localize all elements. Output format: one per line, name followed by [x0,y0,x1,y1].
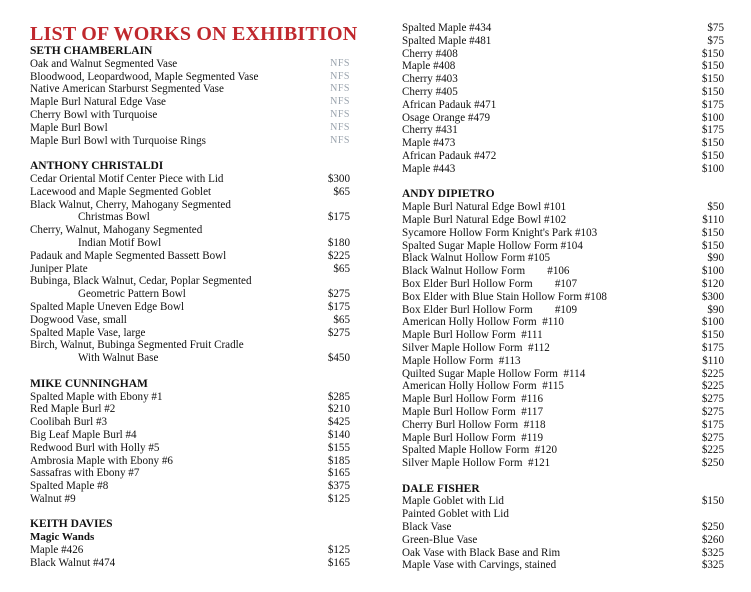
work-item [30,237,360,250]
work-price: $90 [707,252,724,265]
work-item [30,58,360,71]
work-price: $150 [701,239,724,252]
work-item [30,301,360,314]
work-title: Christmas Bowl [78,211,150,224]
work-price: $275 [701,393,724,406]
work-item [402,419,724,432]
work-title: Green-Blue Vase [402,533,478,546]
work-title: Spalted Maple Vase, large [30,326,146,339]
work-price: $175 [701,341,724,354]
work-price: $150 [701,226,724,239]
work-item [30,403,360,416]
work-price: NFS [330,96,350,108]
artist-section-anthony-christaldi [30,160,360,365]
work-item [402,48,724,61]
work-price: $150 [701,137,724,150]
work-price: $175 [327,300,350,313]
work-item [30,71,360,84]
work-title: Spalted Maple #434 [402,22,492,34]
work-item [402,86,724,99]
work-price: $300 [701,290,724,303]
work-price: $90 [707,303,724,316]
work-price: NFS [330,134,350,146]
work-item [402,508,724,521]
work-item [402,150,724,163]
work-title: American Holly Hollow Form #115 [402,380,564,393]
work-price: $65 [333,262,350,275]
work-title: Birch, Walnut, Bubinga Segmented Fruit Cradle [30,339,244,352]
work-item [30,455,360,468]
work-item [30,391,360,404]
work-item [402,60,724,73]
work-title: Oak and Walnut Segmented Vase [30,57,178,70]
work-title: Maple Hollow Form #113 [402,354,521,367]
work-title: Maple Burl Hollow Form #111 [402,329,543,342]
work-price: $175 [701,418,724,431]
work-item [30,416,360,429]
work-title: Silver Maple Hollow Form #121 [402,457,551,470]
work-title: Ambrosia Maple with Ebony #6 [30,454,173,467]
work-price: $250 [701,457,724,470]
work-title: Bloodwood, Leopardwood, Maple Segmented Vase [30,70,259,83]
work-price: $100 [701,162,724,175]
artist-section-dale-fisher [402,483,724,573]
work-title: Cherry, Walnut, Mahogany Segmented [30,224,203,237]
work-item [30,493,360,506]
work-item [402,521,724,534]
work-price: $275 [327,288,350,301]
work-title: Spalted Maple #8 [30,480,109,493]
work-item [402,457,724,470]
work-item [402,559,724,572]
work-title: Lacewood and Maple Segmented Goblet [30,185,212,198]
work-price: NFS [330,57,350,69]
work-item [402,265,724,278]
section-spacer [402,176,724,189]
work-item [402,137,724,150]
artist-heading: MIKE CUNNINGHAM [30,377,148,390]
work-item [30,314,360,327]
work-title: Maple Burl Hollow Form #117 [402,405,544,418]
work-title: Cedar Oriental Motif Center Piece with Lid [30,172,224,185]
work-item [30,186,360,199]
work-price: $150 [701,495,724,508]
work-title: Maple Burl Natural Edge Bowl #102 [402,213,567,226]
work-item [402,547,724,560]
work-price: $165 [327,556,350,569]
work-title: Padauk and Maple Segmented Bassett Bowl [30,249,227,262]
work-item [402,368,724,381]
work-title: Cherry #405 [402,85,458,98]
work-title: Black Walnut Hollow Form #105 [402,252,551,265]
work-item [402,112,724,125]
artist-heading: ANDY DIPIETRO [402,188,495,201]
work-price: $225 [701,380,724,393]
work-price: $175 [701,98,724,111]
work-price: $75 [707,34,724,47]
work-price: $150 [701,73,724,86]
work-title: Native American Starburst Segmented Vase [30,83,224,96]
work-title: Spalted Maple #481 [402,34,492,47]
work-price: $150 [701,149,724,162]
work-title: Redwood Burl with Holly #5 [30,441,160,454]
work-price: $225 [701,444,724,457]
work-price: $50 [707,201,724,214]
work-item [30,275,360,288]
artist-heading: SETH CHAMBERLAIN [30,45,153,57]
work-price: $140 [327,428,350,441]
work-title: Geometric Pattern Bowl [78,288,186,301]
work-price: $65 [333,313,350,326]
work-price: $325 [701,559,724,572]
work-title: Cherry #403 [402,73,458,86]
work-item [30,288,360,301]
work-item [402,278,724,291]
work-price: $100 [701,265,724,278]
work-title: Cherry Burl Hollow Form #118 [402,418,546,431]
section-spacer [30,506,360,519]
section-spacer [30,365,360,378]
work-item [30,263,360,276]
work-price: NFS [330,121,350,133]
work-title: Quilted Sugar Maple Hollow Form #114 [402,367,586,380]
work-item [30,173,360,186]
work-price: $175 [701,124,724,137]
work-item [402,495,724,508]
work-item [402,380,724,393]
work-title: Maple Burl Hollow Form #116 [402,393,544,406]
work-price: NFS [330,108,350,120]
work-item [30,480,360,493]
page-title: LIST OF WORKS ON EXHIBITION [30,23,358,45]
work-title: Maple #426 [30,544,84,557]
work-item [402,355,724,368]
work-item [402,444,724,457]
work-price: $300 [327,172,350,185]
work-title: Sassafras with Ebony #7 [30,467,140,480]
work-title: Box Elder Burl Hollow Form #107 [402,277,578,290]
work-item [30,442,360,455]
work-item [30,339,360,352]
work-price: $285 [327,390,350,403]
work-title: Big Leaf Maple Burl #4 [30,428,137,441]
work-price: $150 [701,329,724,342]
work-item [30,122,360,135]
work-price: $275 [327,326,350,339]
work-title: Maple Burl Bowl [30,121,108,134]
work-title: African Padauk #472 [402,149,497,162]
artist-heading: DALE FISHER [402,482,480,495]
work-title: African Padauk #471 [402,98,497,111]
work-item [30,109,360,122]
work-item [30,83,360,96]
work-item [402,329,724,342]
work-item [30,211,360,224]
work-title: Spalted Maple Hollow Form #120 [402,444,557,457]
work-title: Maple Burl Bowl with Turquoise Rings [30,134,206,147]
artist-section-andy-dipietro [402,188,724,470]
work-price: $210 [327,403,350,416]
work-title: American Holly Hollow Form #110 [402,316,564,329]
work-title: Maple Burl Natural Edge Bowl #101 [402,201,567,214]
work-price: $225 [701,367,724,380]
work-title: Black Walnut, Cherry, Mahogany Segmented [30,198,231,211]
work-title: Maple #408 [402,60,456,73]
left-column [30,45,360,570]
work-price: NFS [330,83,350,95]
work-title: Maple Burl Natural Edge Vase [30,96,166,109]
work-item [30,544,360,557]
work-price: $185 [327,454,350,467]
work-item [402,240,724,253]
work-price: $150 [701,60,724,73]
work-price: $110 [702,213,724,226]
work-title: Spalted Sugar Maple Hollow Form #104 [402,239,583,252]
work-title: Red Maple Burl #2 [30,403,116,416]
work-item [30,467,360,480]
work-price: $175 [327,211,350,224]
work-item [402,393,724,406]
work-item [402,214,724,227]
work-price: $65 [333,185,350,198]
work-title: Black Vase [402,521,452,534]
work-price: $150 [701,85,724,98]
artist-section-mike-cunningham [30,378,360,506]
work-item [402,201,724,214]
artist-heading: KEITH DAVIES [30,518,113,531]
work-price: $260 [701,533,724,546]
work-price: $225 [327,249,350,262]
work-item [30,96,360,109]
work-item [30,250,360,263]
work-price: $155 [327,441,350,454]
work-price: $100 [701,111,724,124]
work-item [30,135,360,148]
work-title: Oak Vase with Black Base and Rim [402,546,561,559]
work-item [402,342,724,355]
artist-section-keith-davies [30,518,360,569]
artist-section-seth-chamberlain [30,45,360,147]
work-title: Black Walnut Hollow Form #106 [402,265,570,278]
work-title: Spalted Maple with Ebony #1 [30,390,163,403]
work-title: Maple Vase with Carvings, stained [402,559,557,572]
work-item [402,252,724,265]
work-price: $75 [707,22,724,34]
work-title: Maple #473 [402,137,456,150]
section-spacer [30,147,360,160]
work-price: $150 [701,47,724,60]
work-title: Cherry Bowl with Turquoise [30,108,158,121]
work-item [30,199,360,212]
work-price: NFS [330,70,350,82]
work-item [402,163,724,176]
work-item [402,291,724,304]
work-item [402,316,724,329]
work-title: Maple Goblet with Lid [402,495,504,508]
work-item [30,429,360,442]
work-price: $180 [327,236,350,249]
work-price: $100 [701,316,724,329]
work-title: Sycamore Hollow Form Knight's Park #103 [402,226,598,239]
work-price: $250 [701,521,724,534]
work-title: Bubinga, Black Walnut, Cedar, Poplar Segmented [30,275,252,288]
work-title: Walnut #9 [30,492,76,505]
work-price: $165 [327,467,350,480]
work-item [30,224,360,237]
work-title: Black Walnut #474 [30,556,116,569]
work-title: Maple Burl Hollow Form #119 [402,431,544,444]
work-title: Cherry #408 [402,47,458,60]
work-item [30,327,360,340]
work-price: $110 [702,354,724,367]
work-item [402,73,724,86]
work-title: Dogwood Vase, small [30,313,127,326]
work-title: Cherry #431 [402,124,458,137]
work-item [402,432,724,445]
work-item [402,406,724,419]
work-title: Maple #443 [402,162,456,175]
artist-section-continued [402,22,724,176]
work-price: $325 [701,546,724,559]
work-item [402,99,724,112]
category-subheading: Magic Wands [30,531,95,544]
work-title: Osage Orange #479 [402,111,491,124]
work-item [402,22,724,35]
work-item [402,304,724,317]
work-title: Painted Goblet with Lid [402,508,509,521]
work-title: Juniper Plate [30,262,88,275]
work-title: Indian Motif Bowl [78,236,162,249]
work-title: Coolibah Burl #3 [30,416,108,429]
work-item [30,557,360,570]
work-title: Box Elder Burl Hollow Form #109 [402,303,578,316]
work-title: Box Elder with Blue Stain Hollow Form #108 [402,290,607,303]
work-price: $125 [327,544,350,557]
work-price: $275 [701,405,724,418]
section-spacer [402,470,724,483]
work-price: $450 [327,352,350,365]
work-title: With Walnut Base [78,352,159,365]
work-item [402,35,724,48]
work-item [402,534,724,547]
right-column [402,22,724,572]
work-price: $125 [327,492,350,505]
work-title: Silver Maple Hollow Form #112 [402,341,550,354]
work-price: $120 [701,277,724,290]
work-price: $375 [327,480,350,493]
work-item [402,227,724,240]
work-item [30,352,360,365]
work-title: Spalted Maple Uneven Edge Bowl [30,300,185,313]
work-item [402,124,724,137]
artist-heading: ANTHONY CHRISTALDI [30,160,164,173]
work-price: $425 [327,416,350,429]
work-price: $275 [701,431,724,444]
